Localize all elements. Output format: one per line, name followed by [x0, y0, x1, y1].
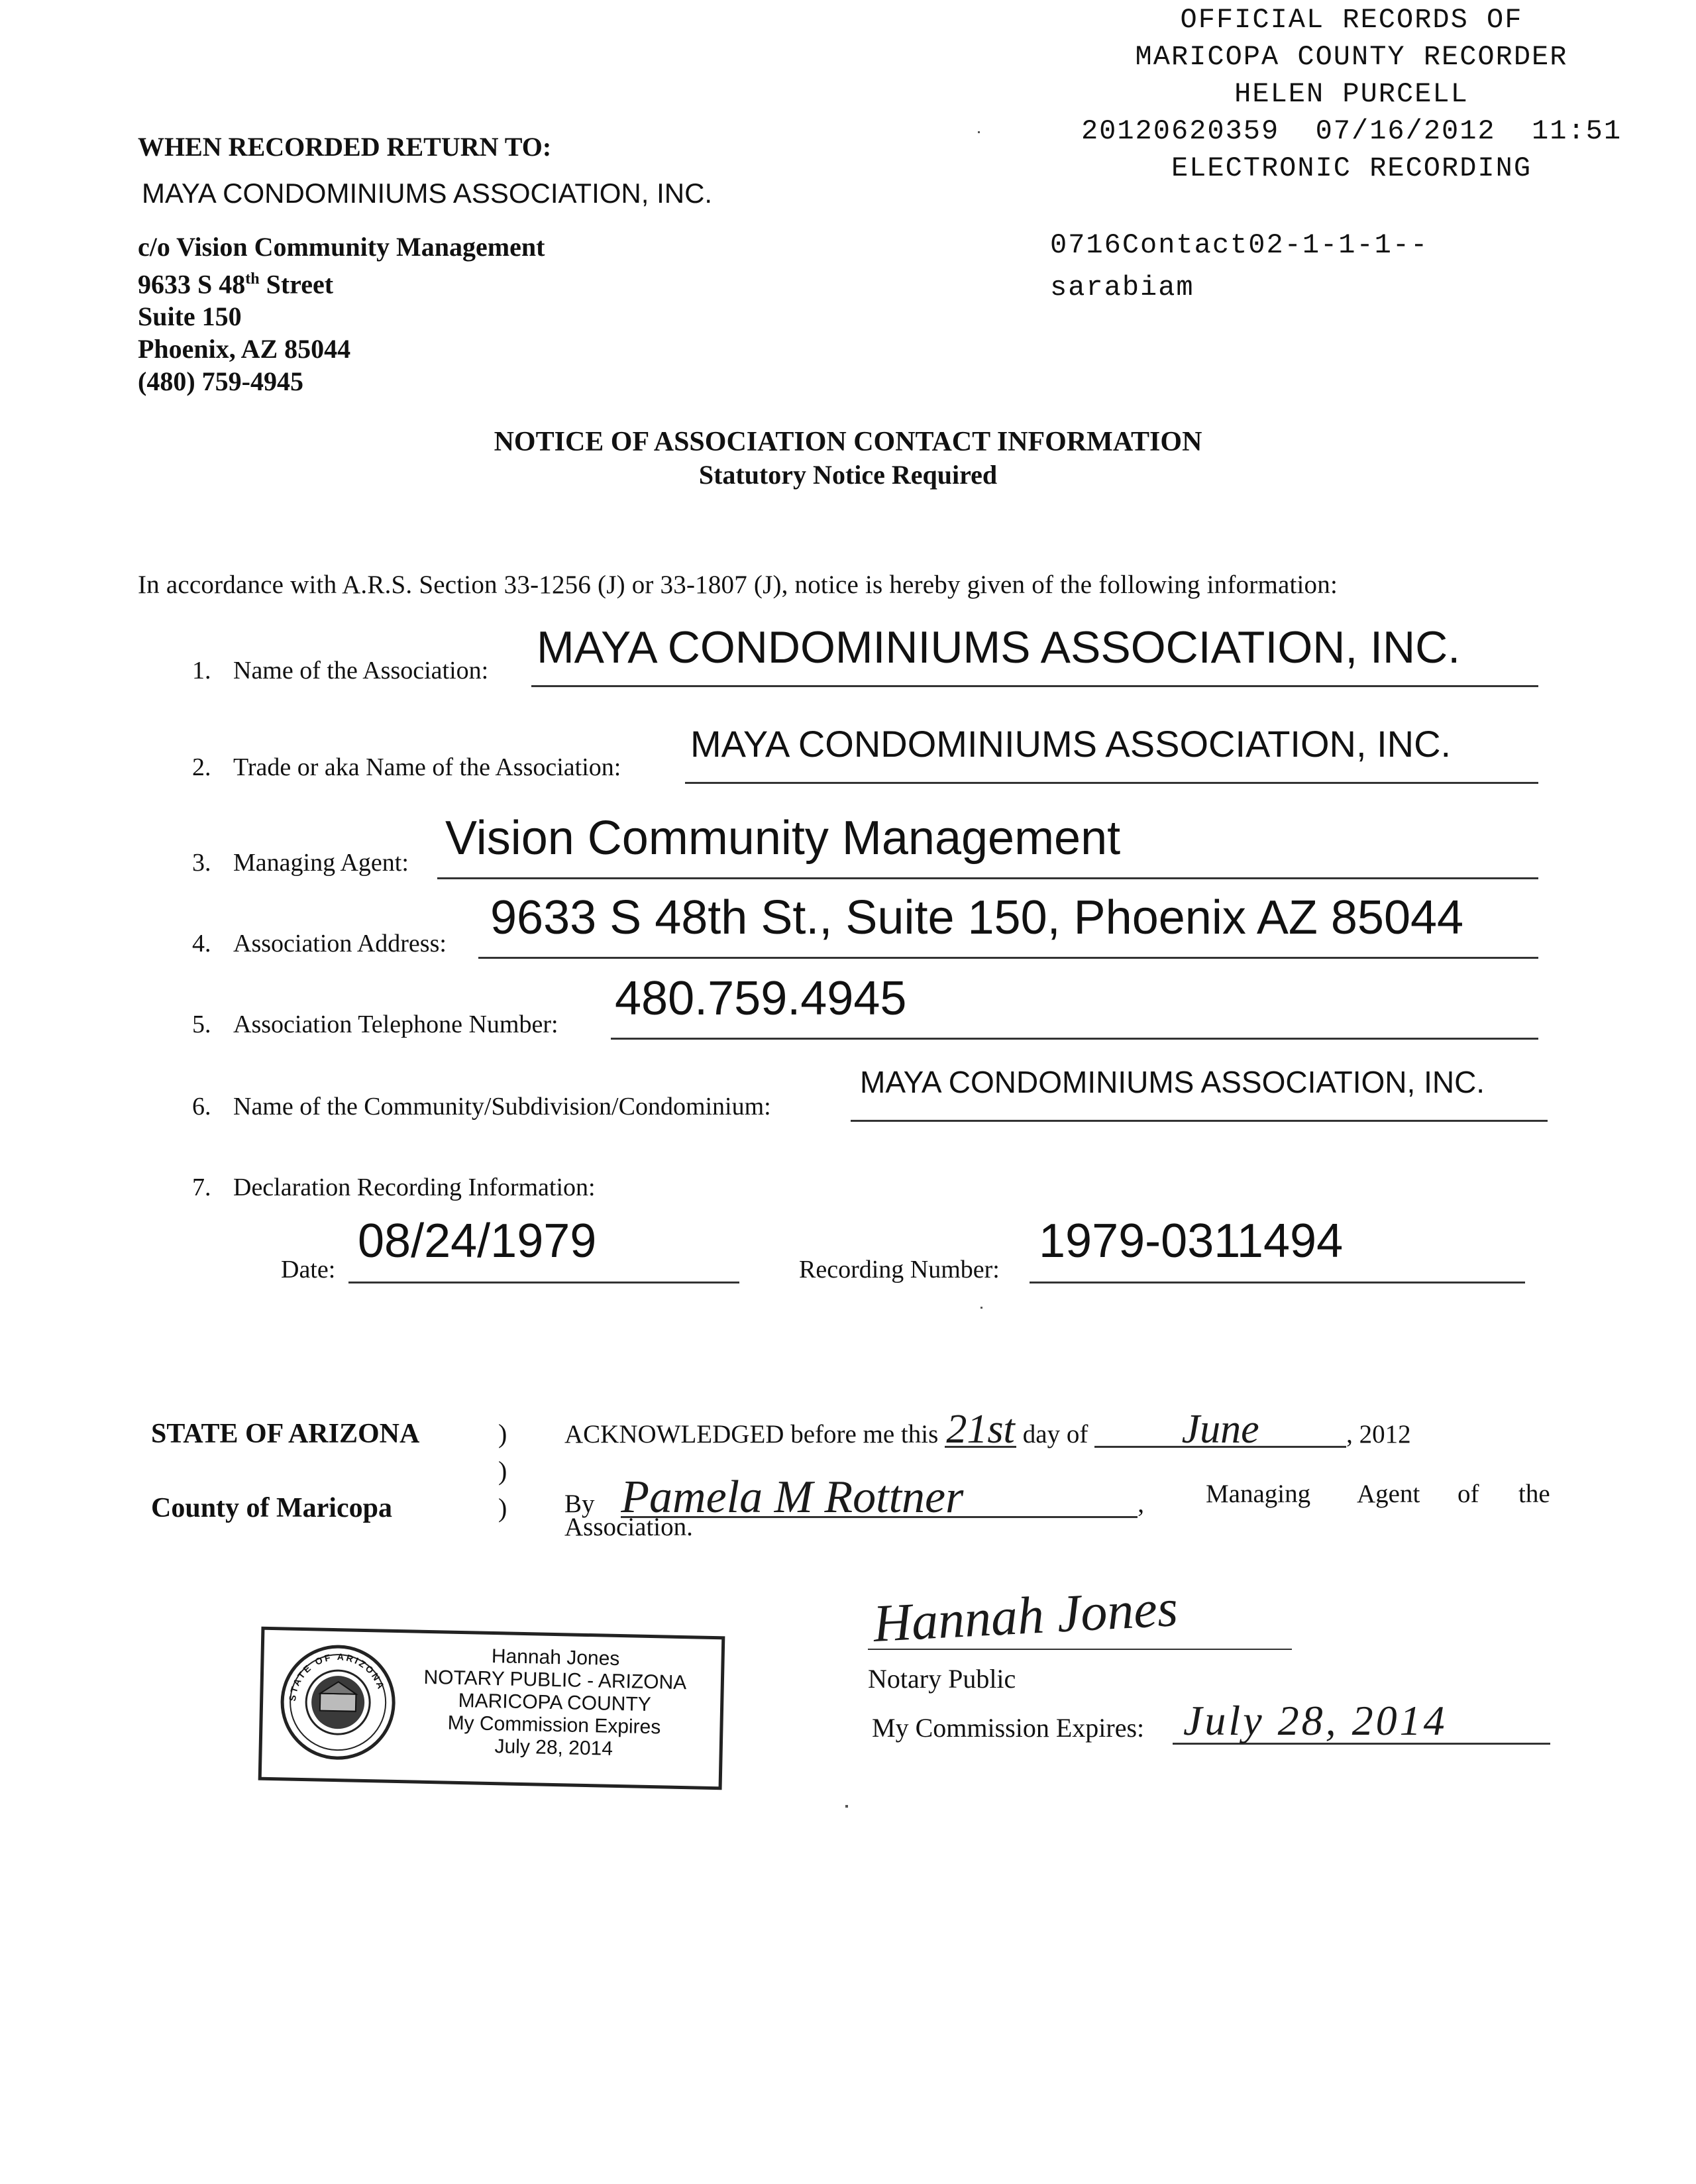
care-of: c/o Vision Community Management [138, 232, 545, 262]
return-to-heading: WHEN RECORDED RETURN TO: [138, 132, 552, 162]
agent-signature-handwritten: Pamela M Rottner [621, 1479, 1138, 1518]
paren: ) [498, 1456, 507, 1486]
title-main: NOTICE OF ASSOCIATION CONTACT INFORMATION [494, 427, 1202, 457]
recorder-line-5: ELECTRONIC RECORDING [1171, 152, 1532, 184]
ack-month-handwritten: June [1094, 1413, 1346, 1448]
recorder-header [1020, 1, 1683, 187]
acknowledgement-line [564, 1407, 1411, 1452]
item-underline [685, 782, 1538, 784]
item-label: Association Telephone Number: [233, 1010, 558, 1038]
by-comma: , [1138, 1490, 1145, 1518]
suite: Suite 150 [138, 301, 242, 332]
state-seal-icon [278, 1642, 398, 1763]
paren: ) [498, 1419, 507, 1448]
item-label: Association Address: [233, 930, 447, 957]
item-number: 1. [192, 657, 211, 684]
tracking-code [1050, 224, 1428, 309]
scan-speck [845, 1805, 848, 1808]
paren: ) [498, 1493, 507, 1523]
by-label: By [564, 1490, 595, 1518]
street-sup: th [245, 270, 260, 288]
ack-year: , 2012 [1346, 1420, 1411, 1448]
street-suffix: Street [259, 269, 334, 300]
ack-day-handwritten: 21st [945, 1413, 1016, 1448]
return-to-name: MAYA CONDOMINIUMS ASSOCIATION, INC. [142, 178, 713, 209]
street [138, 263, 545, 300]
agent-word: Agent [1357, 1480, 1420, 1508]
scan-speck [980, 1307, 982, 1309]
community-name-value: MAYA CONDOMINIUMS ASSOCIATION, INC. [860, 1065, 1485, 1099]
recording-number-label: Recording Number: [799, 1256, 1000, 1283]
managing-word: Managing [1206, 1480, 1311, 1508]
item-label: Name of the Association: [233, 657, 489, 684]
trade-name-value: MAYA CONDOMINIUMS ASSOCIATION, INC. [690, 723, 1452, 765]
notary-stamp [258, 1627, 725, 1790]
item-number: 5. [192, 1010, 211, 1038]
declaration-date-value: 08/24/1979 [358, 1215, 597, 1268]
tracking-line-1: 0716Contact02-1-1-1-- [1050, 229, 1429, 261]
city: Phoenix, AZ 85044 [138, 334, 351, 364]
association-address-value: 9633 S 48th St., Suite 150, Phoenix AZ 85044 [490, 891, 1464, 944]
item-underline [478, 957, 1538, 959]
item-label: Managing Agent: [233, 849, 409, 877]
item-number: 2. [192, 753, 211, 781]
commission-date-handwritten: July 28, 2014 [1183, 1697, 1448, 1744]
state-label: STATE OF ARIZONA [151, 1419, 420, 1449]
managing-agent-value: Vision Community Management [445, 812, 1121, 865]
title-sub: Statutory Notice Required [698, 460, 998, 490]
county-label: County of Maricopa [151, 1493, 392, 1523]
phone: (480) 759-4945 [138, 366, 303, 397]
recording-number-value: 1979-0311494 [1039, 1215, 1344, 1268]
item-number: 6. [192, 1093, 211, 1120]
date-underline [348, 1282, 739, 1283]
stamp-text [394, 1643, 714, 1763]
stamp-line-2: NOTARY PUBLIC - ARIZONA [423, 1666, 687, 1694]
recording-number-underline [1030, 1282, 1525, 1283]
stamp-line-4: My Commission Expires [447, 1712, 661, 1739]
item-number: 3. [192, 849, 211, 877]
recorder-line-1: OFFICIAL RECORDS OF [1180, 4, 1523, 36]
item-label: Declaration Recording Information: [233, 1174, 596, 1201]
ack-dayof: day of [1022, 1420, 1088, 1448]
item-underline [437, 877, 1538, 879]
recorder-line-3: HELEN PURCELL [1234, 78, 1469, 110]
seal-text: STATE OF ARIZONA [286, 1651, 388, 1702]
item-underline [611, 1038, 1538, 1040]
association-word: Association. [564, 1513, 693, 1541]
item-number: 7. [192, 1174, 211, 1201]
ack-prefix: ACKNOWLEDGED before me this [564, 1420, 939, 1448]
tracking-line-2: sarabiam [1050, 272, 1194, 303]
telephone-value: 480.759.4945 [615, 972, 907, 1025]
intro-paragraph: In accordance with A.R.S. Section 33-1256 (J) or 33-1807 (J), notice is hereby given of the following information: [138, 571, 1338, 599]
stamp-line-3: MARICOPA COUNTY [458, 1689, 652, 1716]
item-number: 4. [192, 930, 211, 957]
scan-speck [978, 131, 980, 133]
association-name-value: MAYA CONDOMINIUMS ASSOCIATION, INC. [537, 622, 1461, 673]
the-word: the [1518, 1480, 1550, 1508]
commission-expires-label: My Commission Expires: [872, 1713, 1145, 1743]
street-prefix: 9633 S 48 [138, 269, 246, 300]
notary-signature-handwritten: Hannah Jones [871, 1579, 1179, 1653]
recording-number-datetime: 20120620359 07/16/2012 11:51 [1081, 115, 1622, 147]
date-label: Date: [281, 1256, 336, 1283]
item-underline [851, 1120, 1548, 1122]
notary-signature-line [868, 1649, 1292, 1650]
return-to-address [138, 231, 545, 398]
recorder-line-2: MARICOPA COUNTY RECORDER [1135, 41, 1568, 73]
item-label: Trade or aka Name of the Association: [233, 753, 621, 781]
stamp-line-5: July 28, 2014 [494, 1735, 613, 1760]
item-underline [531, 685, 1538, 687]
stamp-line-1: Hannah Jones [491, 1645, 620, 1670]
item-label: Name of the Community/Subdivision/Condominium: [233, 1093, 771, 1120]
of-word: of [1458, 1480, 1479, 1508]
notary-public-label: Notary Public [868, 1664, 1016, 1694]
notice-title [0, 425, 1696, 492]
